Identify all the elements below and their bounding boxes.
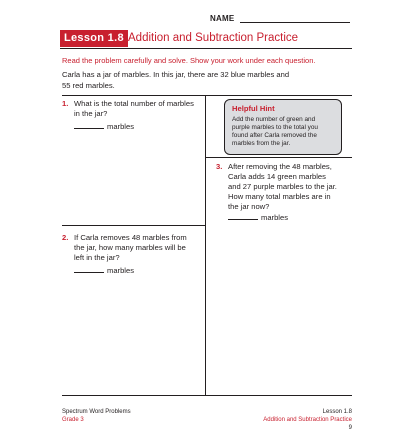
question-line: After removing the 48 marbles, [228,162,332,171]
footer-left [62,408,131,424]
footer-right [263,408,352,432]
answer-1[interactable] [74,122,134,131]
question-line: Carla adds 14 green marbles [228,172,326,181]
question-line: How many total marbles are in [228,192,331,201]
hint-line: purple marbles to the total you [232,124,318,131]
helpful-hint-box [224,99,342,155]
question-line: in the jar? [74,109,108,118]
lesson-badge: Lesson 1.8 [60,30,128,47]
footer-lesson-title: Addition and Subtraction Practice [263,417,352,423]
hint-title: Helpful Hint [232,104,275,113]
answer-3[interactable] [228,213,288,222]
divider [62,395,352,396]
divider [62,225,205,226]
hint-line: found after Carla removed the [232,132,317,139]
name-label: NAME [210,14,235,23]
question-number: 2. [62,233,69,242]
answer-blank[interactable] [74,122,104,129]
footer-book-title: Spectrum Word Problems [62,409,131,415]
page-number: 9 [348,425,352,431]
column-divider [205,95,206,395]
question-line: What is the total number of marbles [74,99,194,108]
footer-grade: Grade 3 [62,417,84,423]
answer-unit: marbles [261,213,289,222]
answer-blank[interactable] [74,266,104,273]
hint-line: Add the number of green and [232,116,316,123]
answer-unit: marbles [107,122,135,131]
footer-lesson: Lesson 1.8 [322,409,352,415]
answer-blank[interactable] [228,213,258,220]
instructions: Read the problem carefully and solve. Show your work under each question. [62,56,316,65]
lesson-title-bar [60,30,352,49]
problem-line: 55 red marbles. [62,81,115,90]
answer-unit: marbles [107,266,135,275]
lesson-title: Addition and Subtraction Practice [128,32,299,44]
question-line: and 27 purple marbles to the jar. [228,182,337,191]
divider [205,157,352,158]
problem-line: Carla has a jar of marbles. In this jar, there are 32 blue marbles and [62,70,290,79]
question-number: 3. [216,162,223,171]
question-line: the jar, how many marbles will be [74,243,186,252]
question-line: If Carla removes 48 marbles from [74,233,187,242]
name-line [240,22,350,23]
hint-line: marbles from the jar. [232,140,291,147]
question-2 [62,233,202,265]
question-line: the jar now? [228,202,270,211]
answer-2[interactable] [74,266,134,275]
divider [62,95,352,96]
question-line: left in the jar? [74,253,120,262]
question-3 [216,162,352,214]
question-1 [62,99,202,121]
question-number: 1. [62,99,69,108]
problem-statement [62,69,352,91]
